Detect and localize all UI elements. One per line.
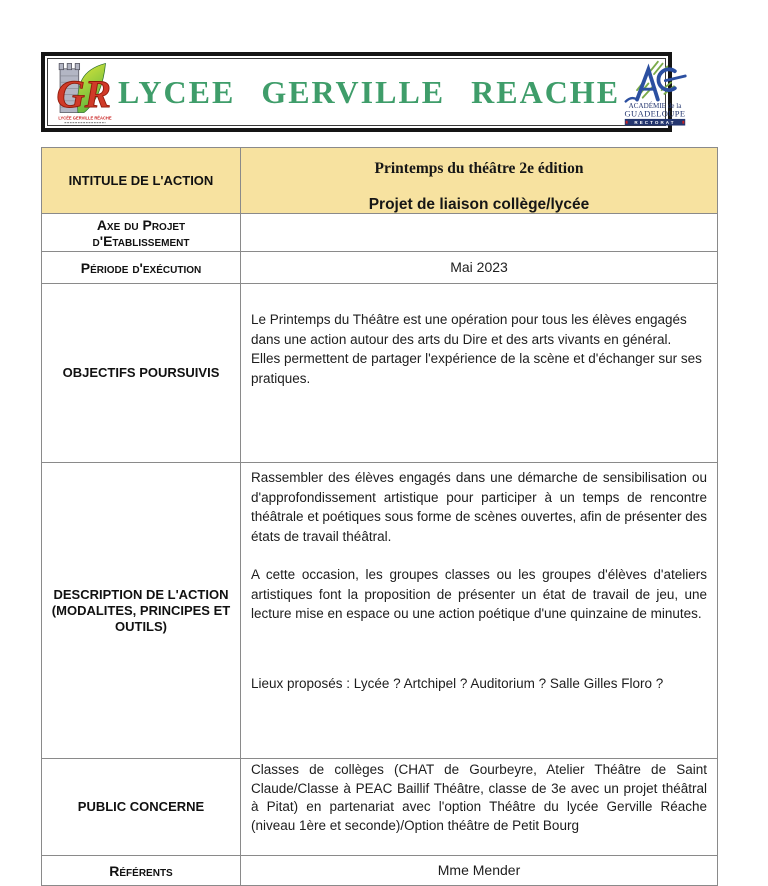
academy-line3: RECTORAT <box>634 120 676 126</box>
row-description <box>42 463 717 759</box>
intitule-label: INTITULE DE L'ACTION <box>42 148 241 213</box>
description-paragraph-3: Lieux proposés : Lycée ? Artchipel ? Auditorium ? Salle Gilles Floro ? <box>251 675 664 691</box>
academy-line1: ACADÉMIE de la <box>628 102 682 111</box>
row-public <box>42 759 717 856</box>
school-crest-icon <box>52 59 118 125</box>
periode-label: Période d'exécution <box>42 252 241 283</box>
public-value <box>241 759 717 855</box>
intitule-value <box>241 148 717 213</box>
description-label: DESCRIPTION DE L'ACTION (MODALITES, PRINCIPES ET OUTILS) <box>42 463 241 758</box>
row-axe <box>42 214 717 252</box>
row-intitule <box>42 148 717 214</box>
public-paragraph-1: Classes de collèges (CHAT de Gourbeyre, Atelier Théâtre de Saint Claude/Classe à PEAC Baillif Théâtre, classe de 3e avec un projet théâtral à Pitat) en partenariat avec l'option Théâtre du lycée Gerville Réache (niveau 1ère et seconde)/Option théâtre de Petit Bourg <box>251 762 707 833</box>
objectifs-paragraph-2: Elles permettent de partager l'expérience de la scène et d'échanger sur ses pratiques. <box>251 351 702 386</box>
axe-value <box>241 214 717 251</box>
academy-logo-icon <box>620 58 690 126</box>
action-form-table <box>41 147 718 886</box>
academy-logo-svg <box>620 58 690 126</box>
letterhead-inner <box>47 58 686 126</box>
referents-value: Mme Mender <box>437 861 521 878</box>
crest-caption: LYCÉE GERVILLE RÉACHE <box>58 115 112 121</box>
axe-label: Axe du Projet d'Etablissement <box>42 214 241 251</box>
crest-monogram: GR <box>56 73 111 117</box>
periode-value: Mai 2023 <box>450 258 508 275</box>
description-paragraph-2: A cette occasion, les groupes classes ou les groupes d'élèves d'ateliers artistiques font la proposition de présenter un état de travail de jeu, une lecture mise en espace ou une action poétique d'une quinzaine de minutes. <box>251 567 707 621</box>
objectifs-value <box>241 284 717 462</box>
action-title-line1: Printemps du théâtre 2e édition <box>374 160 584 177</box>
action-title-line2: Projet de liaison collège/lycée <box>368 195 590 213</box>
row-periode <box>42 252 717 284</box>
row-referents <box>42 856 717 885</box>
school-name: LYCEE GERVILLE REACHE <box>118 73 621 110</box>
objectifs-paragraph-1: Le Printemps du Théâtre est une opération pour tous les élèves engagés dans une action autour des arts du Dire et des arts vivants en général. <box>251 312 687 347</box>
row-objectifs <box>42 284 717 463</box>
description-value <box>241 463 717 758</box>
public-label: PUBLIC CONCERNE <box>42 759 241 855</box>
description-paragraph-1: Rassembler des élèves engagés dans une démarche de sensibilisation ou d'approfondissement artistique pour participer à un temps de rencontre théâtrale et poétiques sous forme de scènes ouvertes, afin de présenter des états de travail théâtral. <box>251 470 707 544</box>
school-crest-svg <box>52 59 118 125</box>
academy-line2: GUADELOUPE <box>624 108 686 119</box>
referents-label: Référents <box>42 856 241 885</box>
letterhead-banner <box>41 52 686 132</box>
objectifs-label: OBJECTIFS POURSUIVIS <box>42 284 241 462</box>
